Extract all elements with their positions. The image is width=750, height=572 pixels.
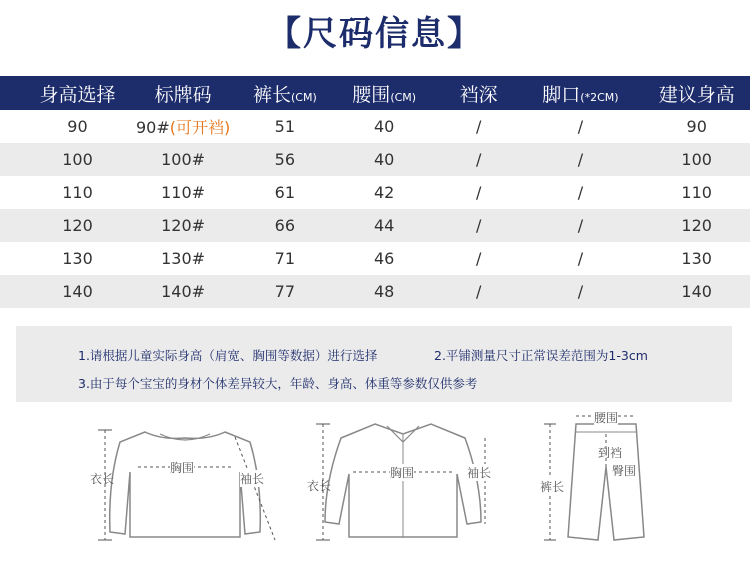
cell-hem: / bbox=[577, 183, 584, 202]
cell-crotch: / bbox=[475, 249, 482, 268]
sweater-length-label: 衣长 bbox=[90, 472, 115, 486]
cell-suggest: 110 bbox=[681, 183, 712, 202]
shirt-chest-label: 胸围 bbox=[390, 466, 415, 480]
header-height: 身高选择 bbox=[39, 83, 116, 106]
cell-height: 120 bbox=[62, 216, 93, 235]
cell-length: 56 bbox=[274, 150, 296, 169]
table-header bbox=[0, 76, 750, 110]
cell-suggest: 130 bbox=[681, 249, 712, 268]
table-row bbox=[0, 176, 750, 209]
cell-tag: 130# bbox=[161, 249, 206, 268]
cell-length: 61 bbox=[274, 183, 296, 202]
cell-hem: / bbox=[577, 150, 584, 169]
cell-suggest: 100 bbox=[681, 150, 712, 169]
pants-diagram bbox=[540, 412, 670, 562]
cell-crotch: / bbox=[475, 117, 482, 136]
header-length: 裤长(CM) bbox=[252, 83, 317, 106]
header-waist: 腰围(CM) bbox=[352, 83, 417, 106]
header-hem: 脚口(*2CM) bbox=[542, 83, 619, 106]
note-3: 3.由于每个宝宝的身材个体差异较大，年龄、身高、体重等参数仅供参考 bbox=[78, 376, 478, 391]
table-row bbox=[0, 209, 750, 242]
table-row bbox=[0, 275, 750, 308]
cell-hem: / bbox=[577, 117, 584, 136]
header-tag: 标牌码 bbox=[154, 83, 212, 106]
cell-length: 71 bbox=[274, 249, 296, 268]
notes-box bbox=[16, 326, 732, 402]
cell-waist: 46 bbox=[374, 249, 395, 268]
header-crotch: 裆深 bbox=[459, 83, 498, 106]
tag-note: (可开裆) bbox=[169, 118, 231, 137]
table-row bbox=[0, 110, 750, 143]
note-1: 1.请根据儿童实际身高（肩宽、胸围等数据）进行选择 bbox=[78, 348, 378, 363]
sweater-sleeve-label: 袖长 bbox=[240, 472, 265, 486]
page-title: 【尺码信息】 bbox=[267, 14, 483, 54]
cell-length: 66 bbox=[274, 216, 296, 235]
note-2: 2.平铺测量尺寸正常误差范围为1-3cm bbox=[434, 348, 648, 363]
cell-height: 90 bbox=[67, 117, 88, 136]
cell-suggest: 90 bbox=[686, 117, 707, 136]
cell-crotch: / bbox=[475, 282, 482, 301]
table-row bbox=[0, 242, 750, 275]
shirt-illustration bbox=[305, 412, 500, 562]
pants-waist-label: 腰围 bbox=[594, 411, 619, 425]
table-row bbox=[0, 143, 750, 176]
cell-hem: / bbox=[577, 282, 584, 301]
size-table bbox=[0, 76, 750, 308]
cell-crotch: / bbox=[475, 183, 482, 202]
cell-waist: 40 bbox=[374, 150, 395, 169]
pants-crotch-label: 到裆 bbox=[598, 446, 623, 460]
pants-hip-label: 臀围 bbox=[612, 464, 637, 478]
sweater-chest-label: 胸围 bbox=[170, 461, 195, 475]
cell-waist: 42 bbox=[374, 183, 395, 202]
cell-height: 130 bbox=[62, 249, 93, 268]
cell-tag: 90#(可开裆) bbox=[135, 118, 231, 137]
sweater-diagram bbox=[90, 412, 280, 562]
shirt-length-label: 衣长 bbox=[307, 479, 332, 493]
cell-height: 100 bbox=[62, 150, 93, 169]
cell-crotch: / bbox=[475, 216, 482, 235]
cell-suggest: 120 bbox=[681, 216, 712, 235]
cell-height: 140 bbox=[62, 282, 93, 301]
cell-waist: 40 bbox=[374, 117, 395, 136]
pants-length-label: 裤长 bbox=[540, 480, 565, 494]
cell-suggest: 140 bbox=[681, 282, 712, 301]
sweater-illustration bbox=[90, 412, 280, 562]
cell-height: 110 bbox=[62, 183, 93, 202]
cell-tag: 120# bbox=[161, 216, 206, 235]
cell-waist: 44 bbox=[374, 216, 395, 235]
cell-crotch: / bbox=[475, 150, 482, 169]
cell-length: 51 bbox=[274, 117, 296, 136]
shirt-sleeve-label: 袖长 bbox=[467, 466, 492, 480]
cell-hem: / bbox=[577, 216, 584, 235]
cell-tag: 110# bbox=[161, 183, 206, 202]
cell-tag: 100# bbox=[161, 150, 206, 169]
shirt-diagram bbox=[305, 412, 500, 562]
cell-tag: 140# bbox=[161, 282, 206, 301]
cell-length: 77 bbox=[274, 282, 296, 301]
cell-waist: 48 bbox=[374, 282, 395, 301]
header-suggest: 建议身高 bbox=[658, 83, 735, 106]
cell-hem: / bbox=[577, 249, 584, 268]
